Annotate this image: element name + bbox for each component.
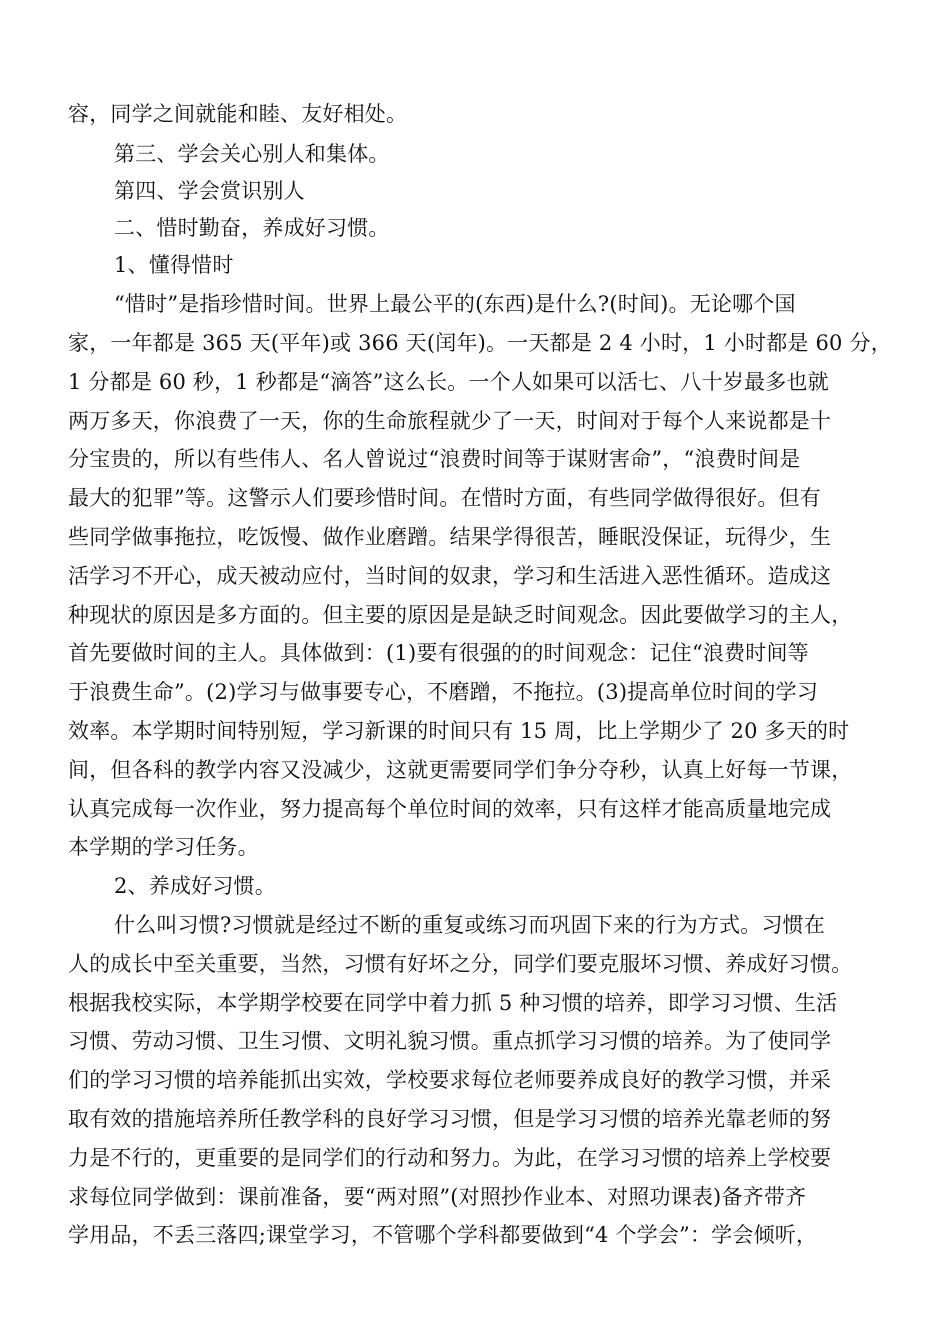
paragraph-line: “惜时”是指珍惜时间。世界上最公平的(东西)是什么?(时间)。无论哪个国 [114, 292, 796, 316]
paragraph-line: 力是不行的，更重要的是同学们的行动和努力。为此，在学习习惯的培养上学校要 [68, 1146, 832, 1170]
paragraph-line: 于浪费生命”。(2)学习与做事要专心，不磨蹭，不拖拉。(3)提高单位时间的学习 [68, 680, 819, 704]
paragraph-line: 家，一年都是 365 天(平年)或 366 天(闰年)。一天都是 2 4 小时，1 小时都是 60 分， [68, 331, 892, 355]
paragraph-line: 人的成长中至关重要，当然，习惯有好坏之分，同学们要克服坏习惯、养成好习惯。 [68, 952, 853, 976]
list-item: 第三、学会关心别人和集体。 [114, 142, 390, 166]
paragraph-line: 1 分都是 60 秒，1 秒都是“滴答”这么长。一个人如果可以活七、八十岁最多也就 [68, 370, 829, 394]
paragraph-line: 效率。本学期时间特别短，学习新课的时间只有 15 周，比上学期少了 20 多天的时 [68, 719, 850, 743]
paragraph-line: 根据我校实际，本学期学校要在同学中着力抓 5 种习惯的培养，即学习习惯、生活 [68, 991, 838, 1015]
paragraph-line: 习惯、劳动习惯、卫生习惯、文明礼貌习惯。重点抓学习习惯的培养。为了使同学 [68, 1029, 832, 1053]
paragraph-line: 求每位同学做到：课前准备，要“两对照”(对照抄作业本、对照功课表)备齐带齐 [68, 1185, 807, 1209]
paragraph-line: 学用品，不丢三落四;课堂学习，不管哪个学科都要做到“4 个学会”：学会倾听， [68, 1223, 818, 1247]
paragraph-line: 种现状的原因是多方面的。但主要的原因是是缺乏时间观念。因此要做学习的主人， [68, 603, 853, 627]
subsection-heading: 1、懂得惜时 [114, 253, 234, 277]
paragraph-line: 认真完成每一次作业，努力提高每个单位时间的效率，只有这样才能高质量地完成 [68, 797, 832, 821]
paragraph-line: 容，同学之间就能和睦、友好相处。 [68, 102, 408, 126]
paragraph-line: 们的学习习惯的培养能抓出实效，学校要求每位老师要养成良好的教学习惯，并采 [68, 1068, 832, 1092]
list-item: 第四、学会赏识别人 [114, 179, 305, 203]
paragraph-line: 分宝贵的，所以有些伟人、名人曾说过“浪费时间等于谋财害命”，“浪费时间是 [68, 447, 801, 471]
subsection-heading: 2、养成好习惯。 [114, 874, 276, 898]
paragraph-line: 什么叫习惯?习惯就是经过不断的重复或练习而巩固下来的行为方式。习惯在 [114, 913, 826, 937]
paragraph-line: 两万多天，你浪费了一天，你的生命旅程就少了一天，时间对于每个人来说都是十 [68, 409, 832, 433]
paragraph-line: 活学习不开心，成天被动应付，当时间的奴隶，学习和生活进入恶性循环。造成这 [68, 564, 832, 588]
paragraph-line: 最大的犯罪”等。这警示人们要珍惜时间。在惜时方面，有些同学做得很好。但有 [68, 486, 821, 510]
paragraph-line: 些同学做事拖拉，吃饭慢、做作业磨蹭。结果学得很苦，睡眠没保证，玩得少，生 [68, 525, 832, 549]
paragraph-line: 本学期的学习任务。 [68, 835, 259, 859]
paragraph-line: 取有效的措施培养所任教学科的良好学习习惯，但是学习习惯的培养光靠老师的努 [68, 1107, 832, 1131]
paragraph-line: 首先要做时间的主人。具体做到：(1)要有很强的的时间观念：记住“浪费时间等 [68, 641, 809, 665]
paragraph-line: 间，但各科的教学内容又没减少，这就更需要同学们争分夺秒，认真上好每一节课， [68, 758, 853, 782]
section-heading: 二、惜时勤奋，养成好习惯。 [114, 216, 390, 240]
